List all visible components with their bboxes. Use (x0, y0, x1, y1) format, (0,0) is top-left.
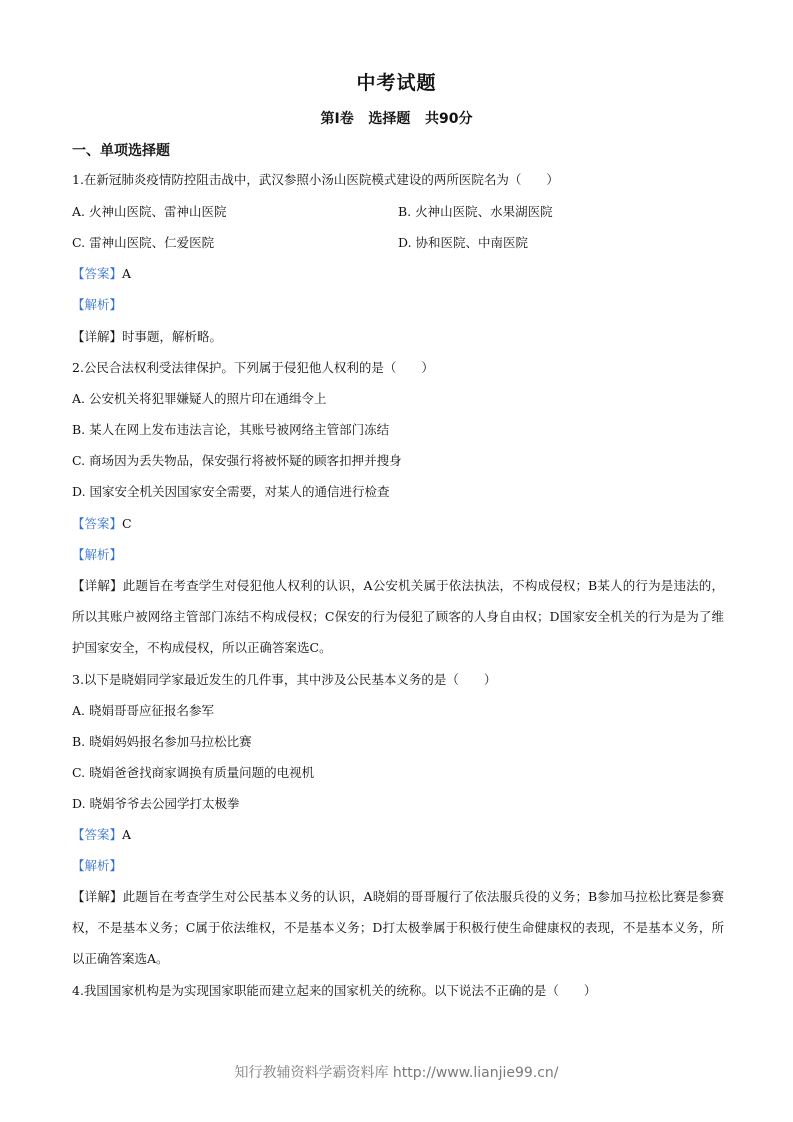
question-2-option-a: A. 公安机关将犯罪嫌疑人的照片印在通缉令上 (72, 391, 327, 406)
detail-text: 此题旨在考查学生对公民基本义务的认识，A晓娟的哥哥履行了依法服兵役的义务；B参加马拉松比赛是参赛权，不是基本义务；C属于依法维权，不是基本义务；D打太极拳属于积极行使生命健康权的表现，不是基本义务，所以正确答案选A。 (72, 889, 724, 966)
question-2-option-b: B. 某人在网上发布违法言论，其账号被网络主管部门冻结 (72, 422, 390, 437)
detail-text: 时事题，解析略。 (122, 329, 223, 344)
question-1-stem: 1.在新冠肺炎疫情防控阻击战中，武汉参照小汤山医院模式建设的两所医院名为（ ） (72, 172, 559, 187)
detail-tag: 【详解】 (72, 329, 123, 344)
question-2-option-c: C. 商场因为丢失物品，保安强行将被怀疑的顾客扣押并搜身 (72, 453, 402, 468)
question-1-option-c: C. 雷神山医院、仁爱医院 (72, 235, 215, 250)
question-1-detail (72, 328, 222, 346)
answer-value: A (122, 827, 132, 842)
question-2-detail (72, 570, 724, 663)
question-2-answer (72, 515, 132, 533)
question-3-option-c: C. 晓娟爸爸找商家调换有质量问题的电视机 (72, 765, 315, 780)
answer-tag: 【答案】 (72, 516, 123, 531)
question-2-stem: 2.公民合法权利受法律保护。下列属于侵犯他人权利的是（ ） (72, 360, 434, 375)
question-1-option-a: A. 火神山医院、雷神山医院 (72, 204, 227, 219)
question-3-option-a: A. 晓娟哥哥应征报名参军 (72, 703, 214, 718)
question-3-stem: 3.以下是晓娟同学家最近发生的几件事，其中涉及公民基本义务的是（ ） (72, 672, 497, 687)
footer-watermark: 知行教辅资料学霸资料库 http://www.lianjie99.cn/ (234, 1065, 559, 1081)
question-3-detail (72, 881, 724, 974)
question-2-analysis-tag: 【解析】 (72, 547, 123, 562)
detail-tag: 【详解】 (72, 889, 123, 904)
question-1-answer (72, 265, 131, 283)
answer-value: A (122, 266, 132, 281)
question-4-stem: 4.我国国家机构是为实现国家职能而建立起来的国家机关的统称。以下说法不正确的是（ ） (72, 983, 597, 998)
detail-tag: 【详解】 (72, 578, 123, 593)
page-title: 中考试题 (356, 72, 437, 94)
question-1-analysis-tag: 【解析】 (72, 297, 123, 312)
question-2-option-d: D. 国家安全机关因国家安全需要，对某人的通信进行检查 (72, 484, 390, 499)
answer-tag: 【答案】 (72, 827, 123, 842)
question-1-option-d: D. 协和医院、中南医院 (398, 235, 529, 250)
question-3-option-d: D. 晓娟爷爷去公园学打太极拳 (72, 796, 240, 811)
question-1-option-b: B. 火神山医院、水果湖医院 (398, 204, 553, 219)
section-heading: 一、单项选择题 (72, 143, 170, 159)
answer-value: C (122, 516, 132, 531)
question-3-analysis-tag: 【解析】 (72, 858, 123, 873)
paper-subtitle: 第Ⅰ卷 选择题 共90分 (320, 111, 473, 127)
detail-text: 此题旨在考查学生对侵犯他人权利的认识，A公安机关属于依法执法，不构成侵权；B某人的行为是违法的，所以其账户被网络主管部门冻结不构成侵权；C保安的行为侵犯了顾客的人身自由权；D国家安全机关的行为是为了维护国家安全，不构成侵权，所以正确答案选C。 (72, 578, 724, 655)
answer-tag: 【答案】 (72, 266, 123, 281)
question-3-answer (72, 826, 131, 844)
question-3-option-b: B. 晓娟妈妈报名参加马拉松比赛 (72, 734, 252, 749)
